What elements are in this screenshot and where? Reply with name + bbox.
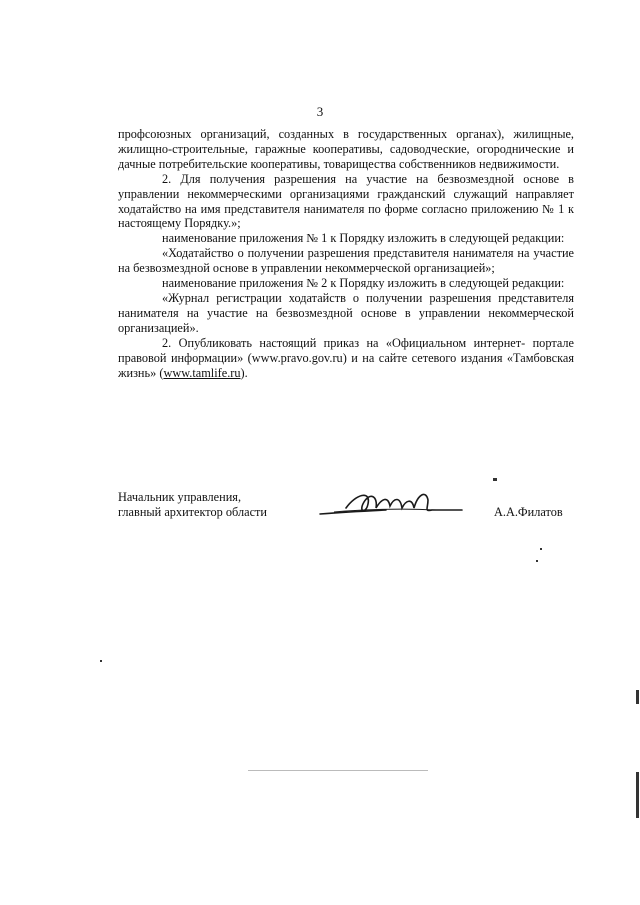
signature-block [118,490,578,530]
tamlife-link[interactable]: www.tamlife.ru [163,365,241,380]
page-number: 3 [316,104,324,119]
scan-edge-mark [636,690,639,704]
paragraph-7-text: 2. Опубликовать настоящий приказ на «Официальном интернет- портале правовой информации» (www.pravo.gov.ru) и на сайте сетевого издания «Тамбовская жизнь» ( [118,335,574,380]
scan-speck [493,478,497,481]
scan-speck [540,548,542,550]
paragraph-7 [118,336,574,381]
scan-speck [100,660,102,662]
scan-edge-mark [636,772,639,818]
paragraph-4: «Ходатайство о получении разрешения представителя нанимателя на участие на безвозмездной основе в управлении некоммерческой организацией»; [118,246,574,276]
handwritten-signature [316,484,466,524]
paragraph-2: 2. Для получения разрешения на участие на безвозмездной основе в управлении некоммерческими организациями гражданский служащий направляет ходатайство на имя представителя нанимателя по форме согласно приложению № 1 к настоящему Порядку.»; [118,171,574,231]
signatory-title-line-1: Начальник управления, [118,490,242,504]
paragraph-6: «Журнал регистрации ходатайств о получении разрешения представителя нанимателя на участие на безвозмездной основе в управлении некоммерческой организацией». [118,290,574,335]
signatory-title [118,490,267,520]
signatory-name: А.А.Филатов [494,505,563,519]
document-body [118,127,574,380]
paragraph-1: профсоюзных организаций, созданных в государственных органах), жилищные, жилищно-строительные, гаражные кооперативы, садоводческие, огороднические и дачные потребительские кооперативы, товарищества собственников недвижимости. [118,127,574,171]
scan-speck [536,560,538,562]
scan-faint-line [248,770,428,771]
paragraph-5: наименование приложения № 2 к Порядку изложить в следующей редакции: [162,276,565,291]
paragraph-3: наименование приложения № 1 к Порядку изложить в следующей редакции: [162,231,565,246]
signatory-title-line-2: главный архитектор области [118,505,267,519]
paragraph-7-suffix: ). [240,365,248,380]
